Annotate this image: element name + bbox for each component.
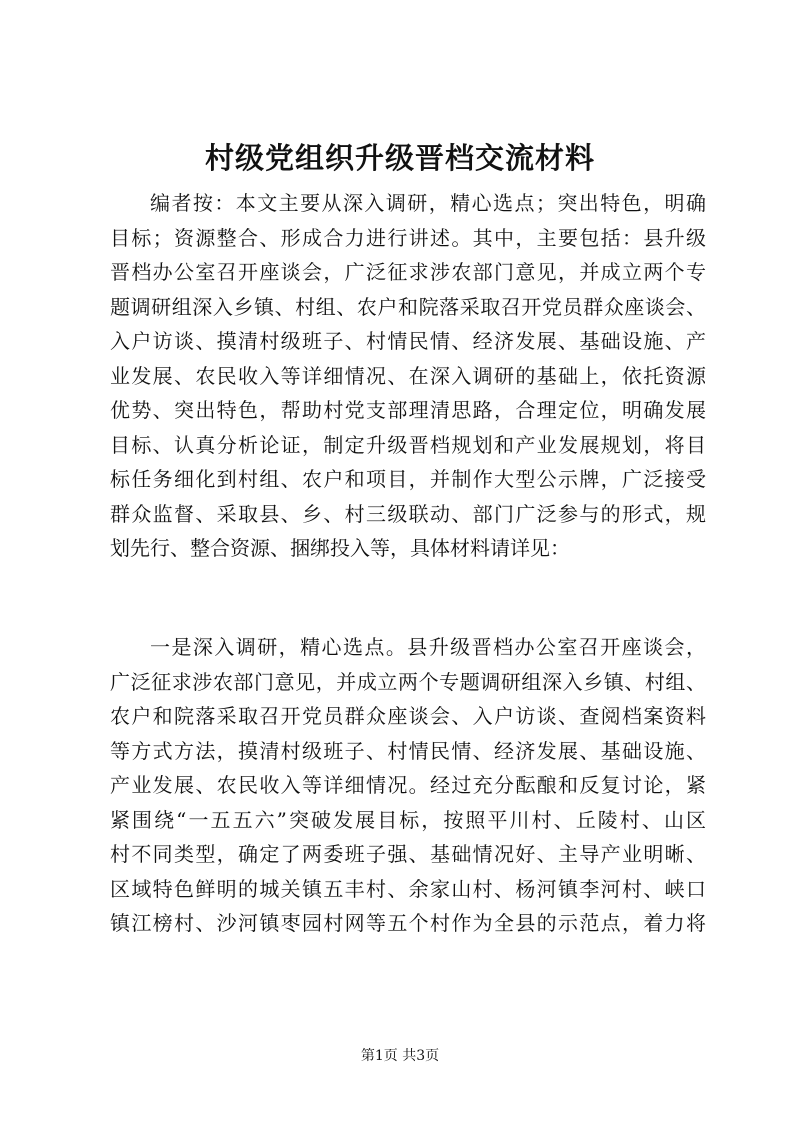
text-line: 标任务细化到村组、农户和项目，并制作大型公示牌，广泛接受 bbox=[110, 467, 706, 491]
text-line: 编者按：本文主要从深入调研，精心选点；突出特色，明确 bbox=[150, 191, 706, 215]
text-line: 题调研组深入乡镇、村组、农户和院落采取召开党员群众座谈会、 bbox=[110, 294, 706, 319]
text-line: 广泛征求涉农部门意见，并成立两个专题调研组深入乡镇、村组、 bbox=[110, 669, 706, 694]
text-line: 晋档办公室召开座谈会，广泛征求涉农部门意见，并成立两个专 bbox=[110, 260, 706, 284]
text-line: 紧围绕“一五五六”突破发展目标，按照平川村、丘陵村、山区 bbox=[110, 807, 706, 832]
paragraph-research-selection bbox=[110, 630, 706, 941]
document-title: 村级党组织升级晋档交流材料 bbox=[204, 141, 595, 175]
text-line: 村不同类型，确定了两委班子强、基础情况好、主导产业明晰、 bbox=[110, 842, 706, 866]
text-line: 农户和院落采取召开党员群众座谈会、入户访谈、查阅档案资料 bbox=[110, 704, 706, 728]
text-line: 入户访谈、摸清村级班子、村情民情、经济发展、基础设施、产 bbox=[110, 329, 706, 353]
text-line: 目标、认真分析论证，制定升级晋档规划和产业发展规划，将目 bbox=[110, 432, 706, 457]
paragraph-editor-note bbox=[110, 186, 706, 566]
text-line: 目标；资源整合、形成合力进行讲述。其中，主要包括：县升级 bbox=[110, 225, 706, 250]
text-line: 优势、突出特色，帮助村党支部理清思路，合理定位，明确发展 bbox=[110, 398, 706, 422]
text-line: 一是深入调研，精心选点。县升级晋档办公室召开座谈会， bbox=[150, 635, 706, 659]
text-line: 业发展、农民收入等详细情况、在深入调研的基础上，依托资源 bbox=[110, 363, 706, 388]
text-line: 区域特色鲜明的城关镇五丰村、余家山村、杨河镇李河村、峡口 bbox=[110, 876, 706, 901]
text-line: 等方式方法，摸清村级班子、村情民情、经济发展、基础设施、 bbox=[110, 738, 706, 763]
page-footer: 第1页 共3页 bbox=[360, 1048, 440, 1064]
text-line: 镇江榜村、沙河镇枣园村网等五个村作为全县的示范点，着力将 bbox=[110, 911, 706, 935]
text-line: 产业发展、农民收入等详细情况。经过充分酝酿和反复讨论，紧 bbox=[110, 773, 706, 797]
text-line: 划先行、整合资源、捆绑投入等，具体材料请详见： bbox=[110, 536, 570, 560]
text-line: 群众监督、采取县、乡、村三级联动、部门广泛参与的形式，规 bbox=[110, 501, 706, 526]
